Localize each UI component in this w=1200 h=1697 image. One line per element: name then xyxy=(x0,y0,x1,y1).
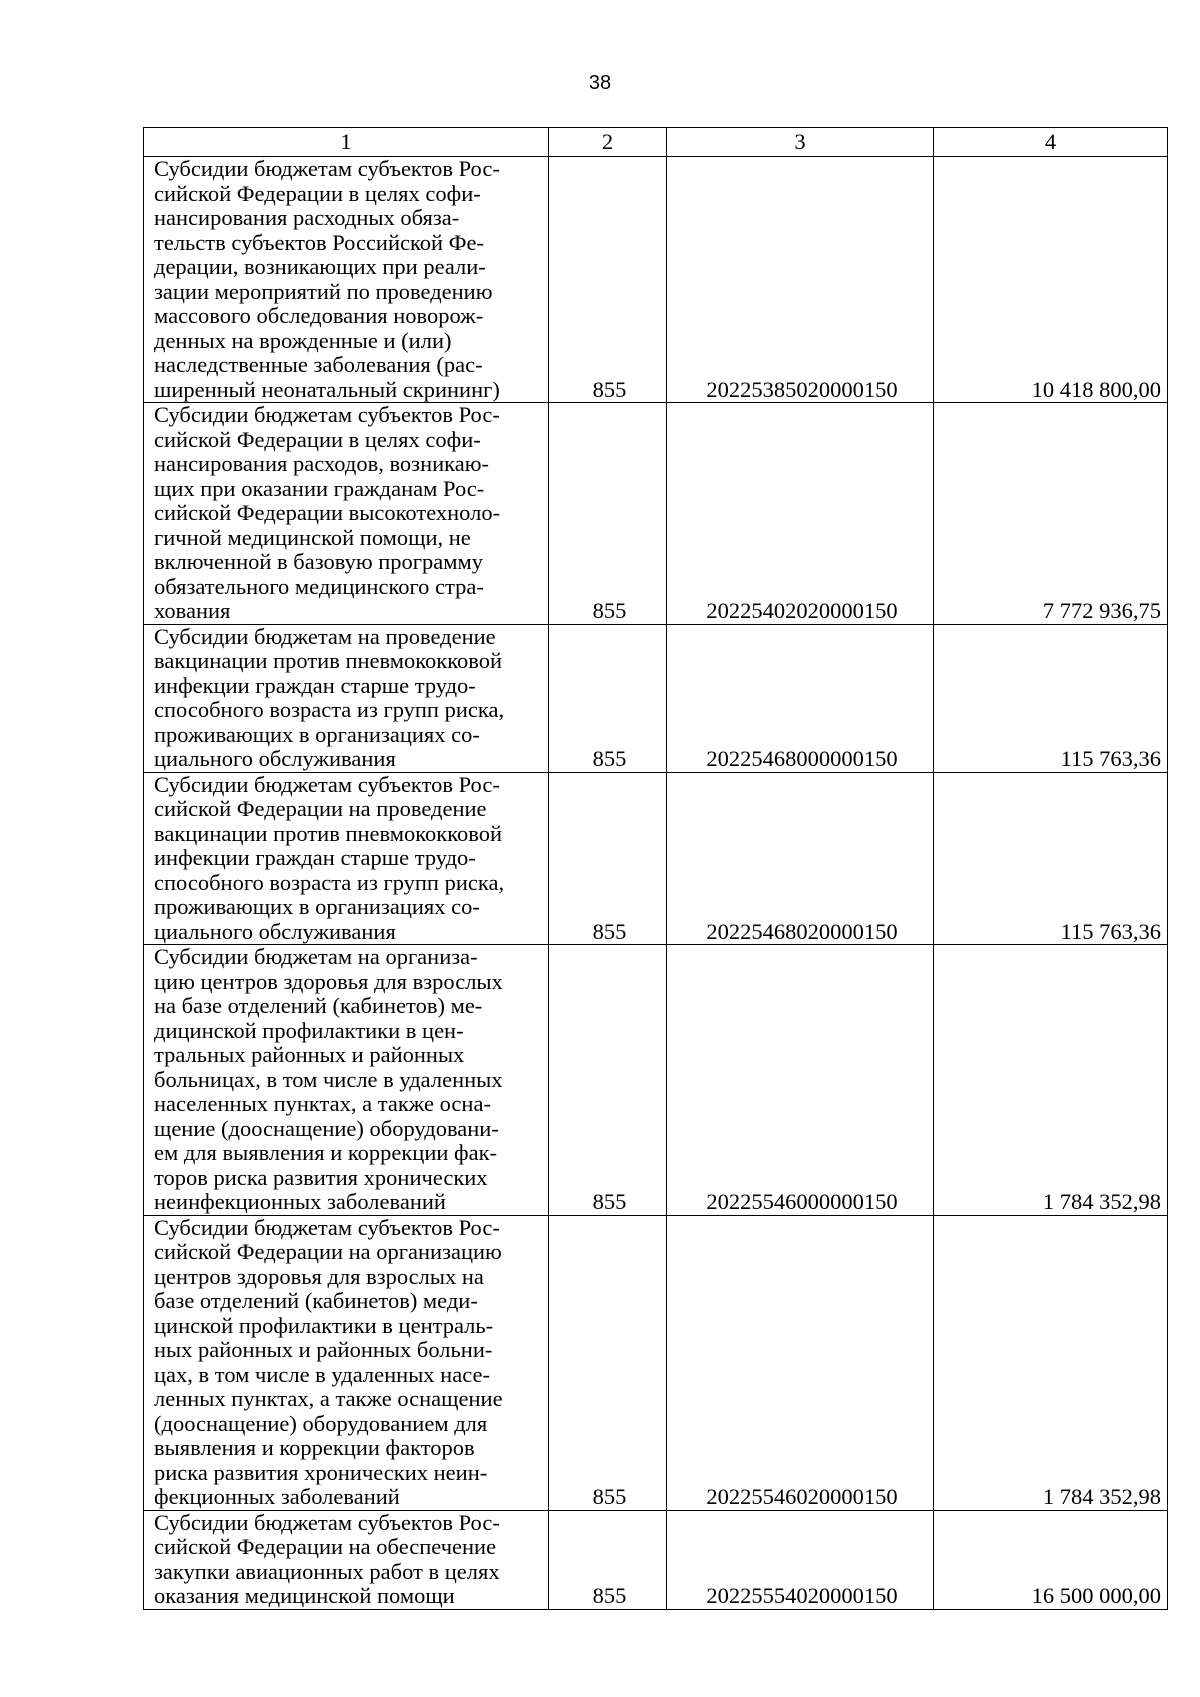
row-description: Субсидии бюджетам субъектов Рос- сийской Федерации на проведение вакцинации против пневмококковой инфекции граждан старше трудо- способного возраста из групп риска, проживающих в организациях со- циального обслуживания xyxy=(144,772,549,945)
row-budget-code: 20225385020000150 xyxy=(667,157,934,403)
row-admin-code: 855 xyxy=(549,772,667,945)
row-budget-code: 20225546020000150 xyxy=(667,1215,934,1510)
row-budget-code: 20225402020000150 xyxy=(667,403,934,625)
row-admin-code: 855 xyxy=(549,1510,667,1609)
table-row xyxy=(144,157,1168,403)
row-amount: 1 784 352,98 xyxy=(934,945,1168,1216)
column-header-1: 1 xyxy=(144,128,549,157)
row-description: Субсидии бюджетам субъектов Рос- сийской Федерации в целях софи- нансирования расходных обяза- тельств субъектов Российской Фе- дерации, возникающих при реали- зации мероприятий по проведению массового обследования новорож- денных на врожденные и (или) наследственные заболевания (рас- ширенный неонатальный скрининг) xyxy=(144,157,549,403)
row-amount: 115 763,36 xyxy=(934,624,1168,772)
row-admin-code: 855 xyxy=(549,403,667,625)
column-header-2: 2 xyxy=(549,128,667,157)
row-amount: 115 763,36 xyxy=(934,772,1168,945)
row-amount: 10 418 800,00 xyxy=(934,157,1168,403)
row-description: Субсидии бюджетам субъектов Рос- сийской Федерации в целях софи- нансирования расходов, возникаю- щих при оказании гражданам Рос- сийской Федерации высокотехноло- гичной медицинской помощи, не включенной в базовую программу обязательного медицинского стра- хования xyxy=(144,403,549,625)
table-row xyxy=(144,945,1168,1216)
budget-table xyxy=(143,127,1168,1610)
table-header-row xyxy=(144,128,1168,157)
table-row xyxy=(144,403,1168,625)
row-admin-code: 855 xyxy=(549,945,667,1216)
row-amount: 7 772 936,75 xyxy=(934,403,1168,625)
row-budget-code: 20225468000000150 xyxy=(667,624,934,772)
row-description: Субсидии бюджетам субъектов Рос- сийской Федерации на обеспечение закупки авиационных работ в целях оказания медицинской помощи xyxy=(144,1510,549,1609)
row-budget-code: 20225546000000150 xyxy=(667,945,934,1216)
table-row xyxy=(144,772,1168,945)
table-row xyxy=(144,1510,1168,1609)
row-budget-code: 20225554020000150 xyxy=(667,1510,934,1609)
row-amount: 16 500 000,00 xyxy=(934,1510,1168,1609)
table-row xyxy=(144,1215,1168,1510)
row-description: Субсидии бюджетам на организа- цию центров здоровья для взрослых на базе отделений (кабинетов) ме- дицинской профилактики в цен- тральных районных и районных больницах, в том числе в удаленных населенных пунктах, а также осна- щение (дооснащение) оборудовани- ем для выявления и коррекции фак- торов риска развития хронических неинфекционных заболеваний xyxy=(144,945,549,1216)
row-admin-code: 855 xyxy=(549,157,667,403)
row-admin-code: 855 xyxy=(549,1215,667,1510)
column-header-3: 3 xyxy=(667,128,934,157)
page-number: 38 xyxy=(588,72,612,94)
row-budget-code: 20225468020000150 xyxy=(667,772,934,945)
table-row xyxy=(144,624,1168,772)
row-admin-code: 855 xyxy=(549,624,667,772)
row-description: Субсидии бюджетам субъектов Рос- сийской Федерации на организацию центров здоровья для взрослых на базе отделений (кабинетов) меди- цинской профилактики в централь- ных районных и районных больни- цах, в том числе в удаленных насе- ленных пунктах, а также оснащение (дооснащение) оборудованием для выявления и коррекции факторов риска развития хронических неин- фекционных заболеваний xyxy=(144,1215,549,1510)
row-amount: 1 784 352,98 xyxy=(934,1215,1168,1510)
column-header-4: 4 xyxy=(934,128,1168,157)
row-description: Субсидии бюджетам на проведение вакцинации против пневмококковой инфекции граждан старше трудо- способного возраста из групп риска, проживающих в организациях со- циального обслуживания xyxy=(144,624,549,772)
